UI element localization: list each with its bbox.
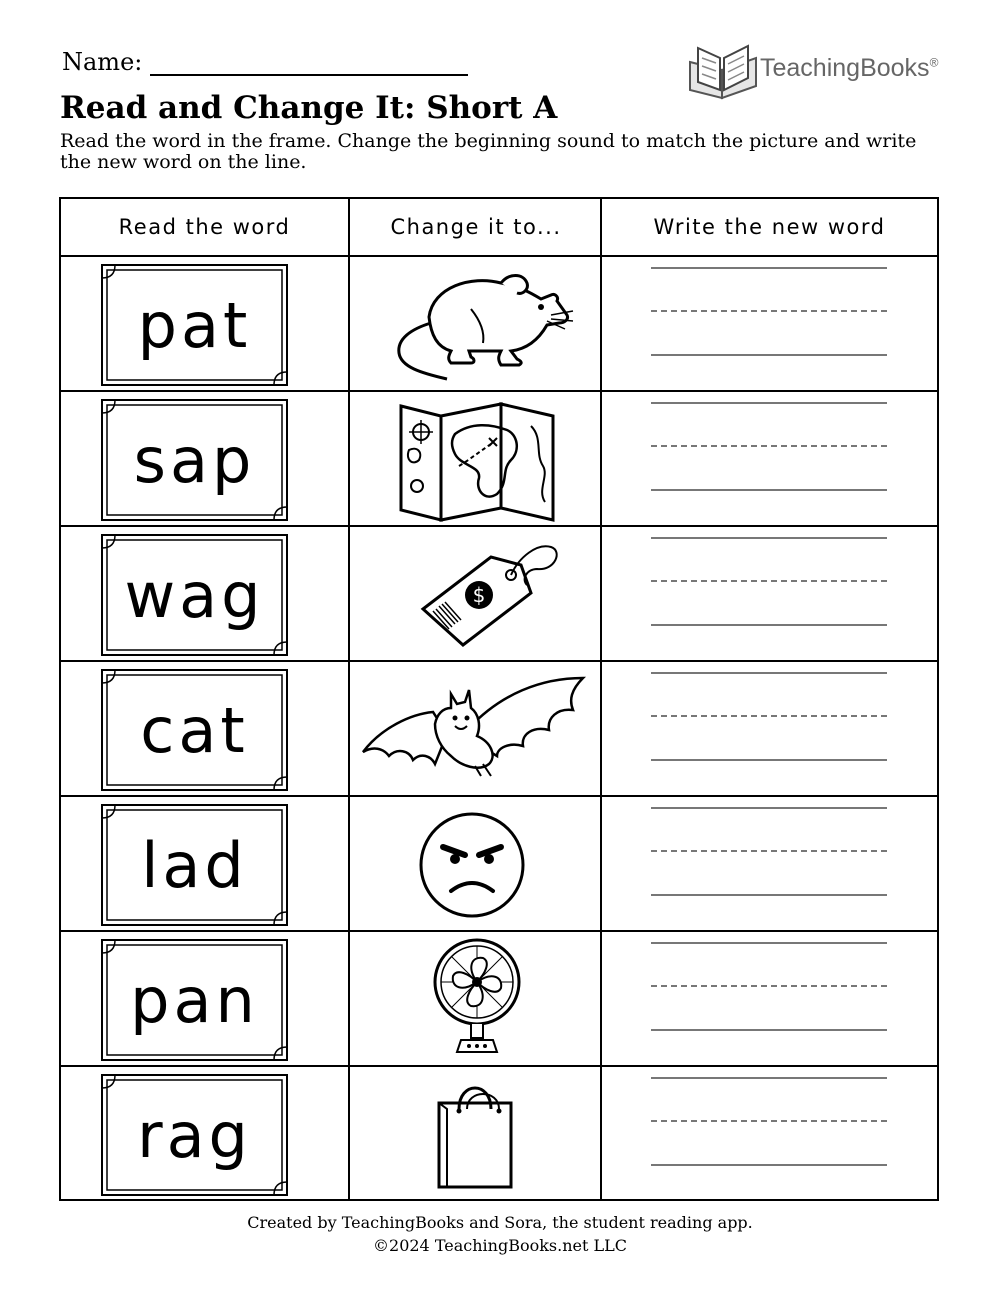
answer-lines[interactable] bbox=[651, 932, 887, 1067]
table-row bbox=[61, 1067, 937, 1202]
svg-text:$: $ bbox=[472, 583, 486, 607]
instructions: Read the word in the frame. Change the beginning sound to match the picture and write the new word on the line. bbox=[60, 130, 917, 173]
answer-lines[interactable] bbox=[651, 392, 887, 527]
logo-registered-mark: ® bbox=[929, 55, 939, 70]
answer-lines[interactable] bbox=[651, 662, 887, 797]
word-cat: cat bbox=[140, 693, 249, 767]
table-row bbox=[61, 527, 937, 662]
word-rag: rag bbox=[137, 1098, 252, 1172]
answer-lines[interactable] bbox=[651, 257, 887, 392]
column-header-read: Read the word bbox=[118, 215, 291, 239]
fan-icon bbox=[351, 934, 601, 1065]
rat-icon bbox=[351, 259, 601, 390]
column-header-write: Write the new word bbox=[653, 215, 886, 239]
table-row bbox=[61, 392, 937, 527]
tag-icon bbox=[351, 529, 601, 660]
table-row bbox=[61, 797, 937, 932]
word-sap: sap bbox=[133, 423, 256, 497]
footer-credit: Created by TeachingBooks and Sora, the student reading app. bbox=[247, 1213, 753, 1232]
name-label: Name: bbox=[62, 48, 143, 76]
teachingbooks-logo bbox=[684, 40, 944, 102]
logo-text: TeachingBooks bbox=[760, 54, 930, 82]
map-icon bbox=[351, 394, 601, 525]
book-icon bbox=[684, 40, 760, 102]
answer-lines[interactable] bbox=[651, 797, 887, 932]
bag-icon bbox=[351, 1069, 601, 1200]
word-lad: lad bbox=[141, 828, 248, 902]
worksheet-table bbox=[59, 197, 939, 1201]
mad-face-icon bbox=[351, 799, 601, 930]
bat-icon bbox=[351, 664, 601, 795]
word-pat: pat bbox=[137, 288, 252, 362]
table-row bbox=[61, 932, 937, 1067]
footer-copyright: ©2024 TeachingBooks.net LLC bbox=[373, 1236, 627, 1255]
answer-lines[interactable] bbox=[651, 1067, 887, 1202]
name-field bbox=[62, 48, 468, 76]
column-header-change: Change it to... bbox=[390, 215, 562, 239]
word-wag: wag bbox=[124, 558, 265, 632]
word-pan: pan bbox=[130, 963, 259, 1037]
page-title: Read and Change It: Short A bbox=[60, 90, 558, 126]
table-row bbox=[61, 257, 937, 392]
name-line[interactable] bbox=[150, 50, 468, 76]
table-row bbox=[61, 662, 937, 797]
answer-lines[interactable] bbox=[651, 527, 887, 662]
